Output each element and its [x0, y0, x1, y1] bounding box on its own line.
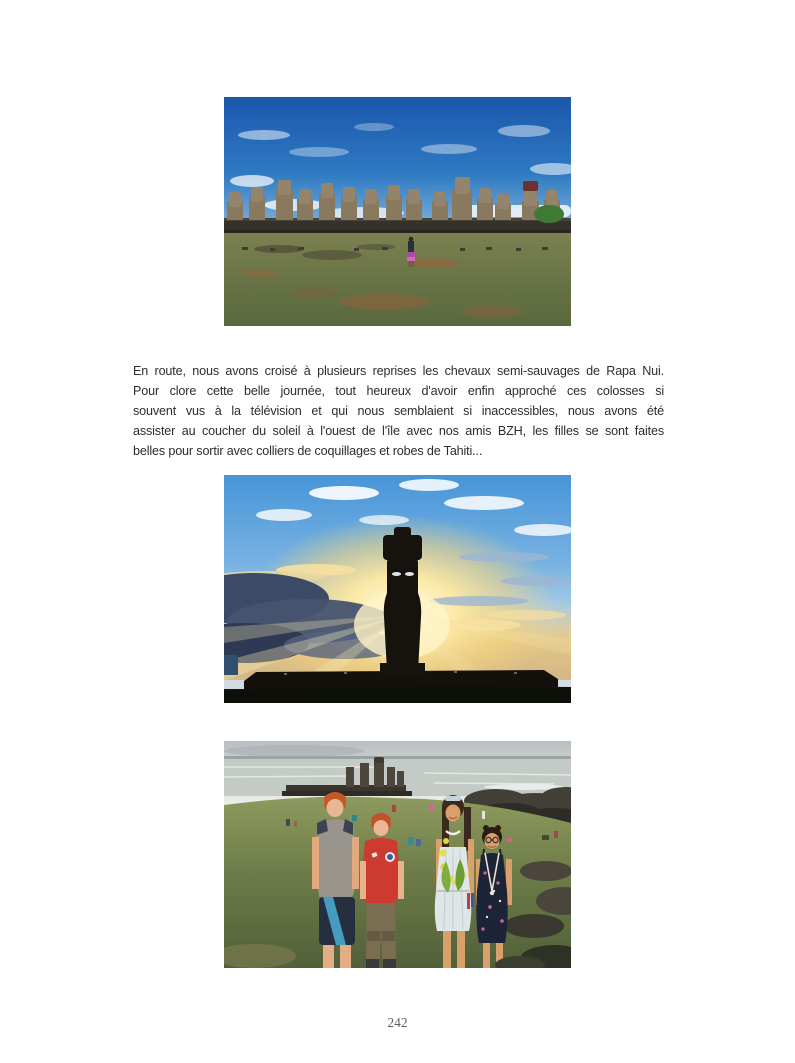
body-paragraph [133, 361, 664, 461]
photo-moai-row [224, 97, 571, 326]
paragraph-line: assister au coucher du soleil à l'ouest de l'île avec nos amis BZH, les filles se sont faites [133, 424, 664, 438]
photo-children [224, 741, 571, 968]
page-number: 242 [387, 1015, 408, 1030]
paragraph-line: belles pour sortir avec colliers de coquillages et robes de Tahiti... [133, 444, 483, 458]
photo-moai-row-image [224, 97, 571, 326]
moai-silhouette [380, 527, 425, 675]
paragraph-line: Pour clore cette belle journée, tout heureux d'avoir enfin approché ces colosses si [133, 384, 664, 398]
photo-moai-sunset [224, 475, 571, 703]
photo-moai-sunset-image [224, 475, 571, 703]
paragraph-line: souvent vus à la télévision et qui nous semblaient si inaccessibles, nous avons été [133, 404, 664, 418]
paragraph-line: En route, nous avons croisé à plusieurs reprises les chevaux semi-sauvages de Rapa Nui. [133, 364, 664, 378]
photo-children-image [224, 741, 571, 968]
